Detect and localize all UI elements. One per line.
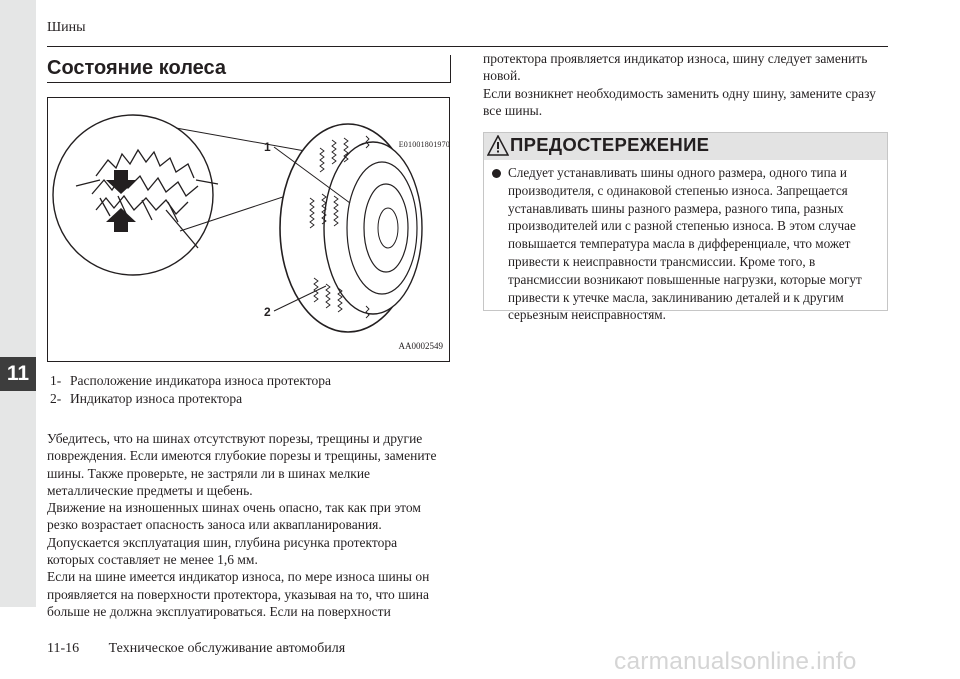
callout-1: 1	[264, 140, 271, 154]
caption-text: Индикатор износа протектора	[70, 391, 243, 406]
tire-illustration	[48, 98, 451, 363]
paragraph: Если на шине имеется индикатор износа, по мере износа шины он проявляется на поверхности протектора, указывая на то, что шина больше не должна эксплуатироваться. Если на поверхности	[47, 569, 430, 619]
caption-number: 1-	[50, 373, 62, 388]
chapter-tab: 11	[0, 357, 36, 391]
paragraph: протектора проявляется индикатор износа, шину следует заменить новой.	[483, 51, 868, 84]
section-title: Состояние колеса	[47, 57, 226, 79]
watermark: carmanualsonline.info	[614, 648, 857, 675]
running-head: Шины	[47, 20, 86, 35]
warning-text: Следует устанавливать шины одного размера, одного типа и производителя, с одинаковой степенью износа. Запрещается устанавливать шины разного размера, разного типа, разных производителей или с разной степенью износа. В этом случае повышается температура масла в дифференциале, что может привести к неисправности трансмиссии. Кроме того, в трансмиссии возникают повышенные нагрузки, которые могут привести к утечке масла, заклиниванию деталей и к другим серьезным неисправностям.	[508, 165, 862, 323]
footer-title: Техническое обслуживание автомобиля	[108, 641, 346, 656]
paragraph: Движение на изношенных шинах очень опасно, так как при этом резко возрастает опасность заноса или аквапланирования.	[47, 500, 421, 533]
paragraph: Убедитесь, что на шинах отсутствуют порезы, трещины и другие повреждения. Если имеются глубокие порезы и трещины, замените шины. Также проверьте, не застряли ли в шинах мелкие металлические предметы и щебень.	[47, 431, 437, 498]
body-text-right	[483, 50, 888, 119]
caption-row	[50, 390, 331, 408]
header-rule	[47, 46, 888, 47]
warning-header	[484, 133, 887, 160]
warning-title: ПРЕДОСТЕРЕЖЕНИЕ	[510, 134, 710, 155]
page-footer	[47, 641, 345, 657]
section-heading	[47, 55, 451, 149]
caption-row	[50, 372, 331, 390]
caption-text: Расположение индикатора износа протектора	[70, 373, 331, 388]
warning-body	[484, 160, 887, 324]
magnifier-circle	[53, 115, 213, 275]
figure-captions	[50, 372, 331, 408]
body-text-left	[47, 430, 447, 620]
warning-triangle-icon	[487, 135, 509, 156]
side-tab	[0, 0, 36, 607]
bullet-icon	[492, 169, 501, 178]
callout-2: 2	[264, 305, 271, 319]
caption-number: 2-	[50, 391, 62, 406]
section-code: E01001801970	[398, 140, 450, 149]
page-number: 11-16	[47, 641, 80, 656]
figure-code: AA0002549	[398, 341, 443, 351]
tire-figure	[47, 97, 450, 362]
warning-box	[483, 132, 888, 323]
paragraph: Допускается эксплуатация шин, глубина рисунка протектора которых составляет не менее 1,6 мм.	[47, 534, 398, 568]
paragraph: Если возникнет необходимость заменить одну шину, замените сразу все шины.	[483, 85, 876, 118]
tire-shape	[280, 124, 422, 332]
